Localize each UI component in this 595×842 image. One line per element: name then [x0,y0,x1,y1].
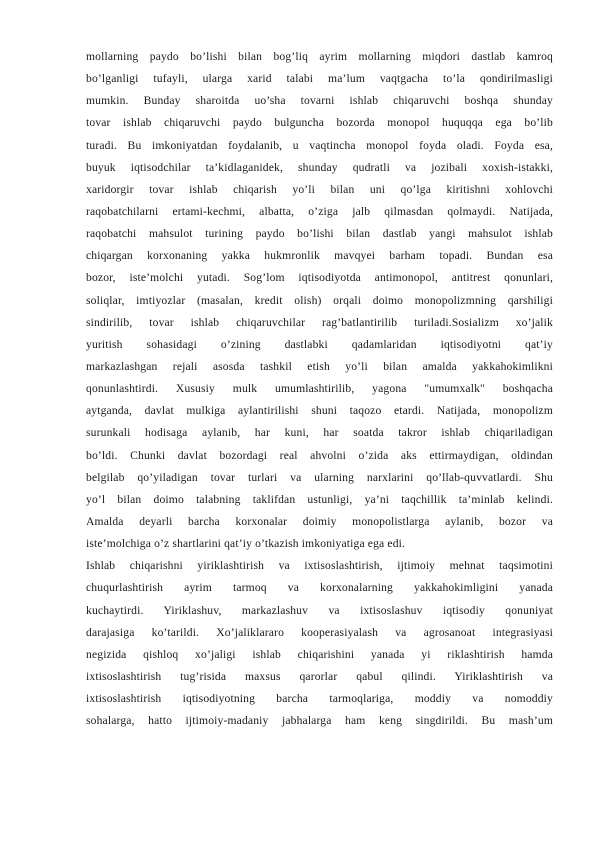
text-line: qonunlashtirdi. Xususiy mulk umumlashtirilib, yagona "umumxalk" boshqacha [86,382,553,396]
text-line: chuqurlashtirish ayrim tarmoq va korxonalarning yakkahokimligini yanada [86,581,553,595]
text-line: bo’ldi. Chunki davlat bozordagi real ahvolni o’zida aks ettirmaydigan, oldindan [86,448,553,462]
text-line: ixtisoslashtirish iqtisodiyotning barcha tarmoqlariga, moddiy va nomoddiy [86,692,553,706]
text-line: xaridorgir tovar ishlab chiqarish yo’li bilan uni qo’lga kiritishni xohlovchi [86,182,553,196]
text-line: raqobatchi mahsulot turining paydo bo’lishi bilan dastlab yangi mahsulot ishlab [86,227,553,241]
text-line: markazlashgan rejali asosda tashkil etish yo’li bilan amalda yakkahokimlikni [86,359,553,373]
text-line: mumkin. Bunday sharoitda uo’sha tovarni ishlab chiqaruvchi boshqa shunday [86,94,553,108]
text-line: buyuk iqtisodchilar ta’kidlaganidek, shunday qudratli va jozibali xoxish-istakki, [86,160,553,174]
text-line: yo’l bilan doimo talabning taklifdan ustunligi, ya’ni taqchillik ta’minlab kelindi. [86,492,553,506]
paragraph [86,46,553,555]
text-line: mollarning paydo bo’lishi bilan bog’liq ayrim mollarning miqdori dastlab kamroq [86,50,553,63]
text-line: sohalarga, hatto ijtimoiy-madaniy jabhalarga ham keng singdirildi. Bu mash’um [86,714,553,728]
text-line: raqobatchilarni ertami-kechmi, albatta, o’ziga jalb qilmasdan qolmaydi. Natijada, [86,204,553,218]
text-line: negizida qishloq xo’jaligi ishlab chiqarishini yanada yi riklashtirish hamda [86,647,553,661]
text-line: surunkali hodisaga aylanib, har kuni, har soatda takror ishlab chiqariladigan [86,426,553,440]
text-line: Ishlab chiqarishni yiriklashtirish va ixtisoslashtirish, ijtimoiy mehnat taqsimotini [86,559,553,573]
text-line: tovar ishlab chiqaruvchi paydo bulguncha bozorda monopol huquqqa ega bo’lib [86,116,553,130]
text-line: kuchaytirdi. Yiriklashuv, markazlashuv va ixtisoslashuv iqtisodiy qonuniyat [86,603,553,617]
text-line: Amalda deyarli barcha korxonalar doimiy monopolistlarga aylanib, bozor va [86,514,553,528]
paragraph [86,555,553,732]
text-line: darajasiga ko’tarildi. Xo’jaliklararo kooperasiyalash va agrosanoat integrasiyasi [86,625,553,639]
text-line: bo’lganligi tufayli, ularga xarid talabi ma’lum vaqtgacha to’la qondirilmasligi [86,72,553,86]
document-body [86,46,553,732]
text-line: ixtisoslashtirish tug’risida maxsus qarorlar qabul qilindi. Yiriklashtirish va [86,669,553,683]
text-line: bozor, iste’molchi yutadi. Sog’lom iqtisodiyotda antimonopol, antitrest qonunlari, [86,271,553,285]
text-line: yuritish sohasidagi o’zining dastlabki qadamlaridan iqtisodiyotni qat’iy [86,337,553,351]
text-line: belgilab qo’yiladigan tovar turlari va ularning narxlarini qo’llab-quvvatlardi. Shu [86,470,553,484]
text-line: soliqlar, imtiyozlar (masalan, kredit olish) orqali doimo monopolizmning qarshiligi [86,293,553,307]
text-line: aytganda, davlat mulkiga aylantirilishi shuni taqozo etardi. Natijada, monopolizm [86,404,553,418]
text-line: iste’molchiga o’z shartlarini qat’iy o’tkazish imkoniyatiga ega edi. [86,537,406,551]
text-line: chiqargan korxonaning yakka hukmronlik mavqyei barham topadi. Bundan esa [86,249,553,263]
text-line: turadi. Bu imkoniyatdan foydalanib, u vaqtincha monopol foyda oladi. Foyda esa, [86,138,553,152]
text-line: sindirilib, tovar ishlab chiqaruvchilar rag’batlantirilib turiladi.Sosializm xo’jalik [86,315,553,329]
